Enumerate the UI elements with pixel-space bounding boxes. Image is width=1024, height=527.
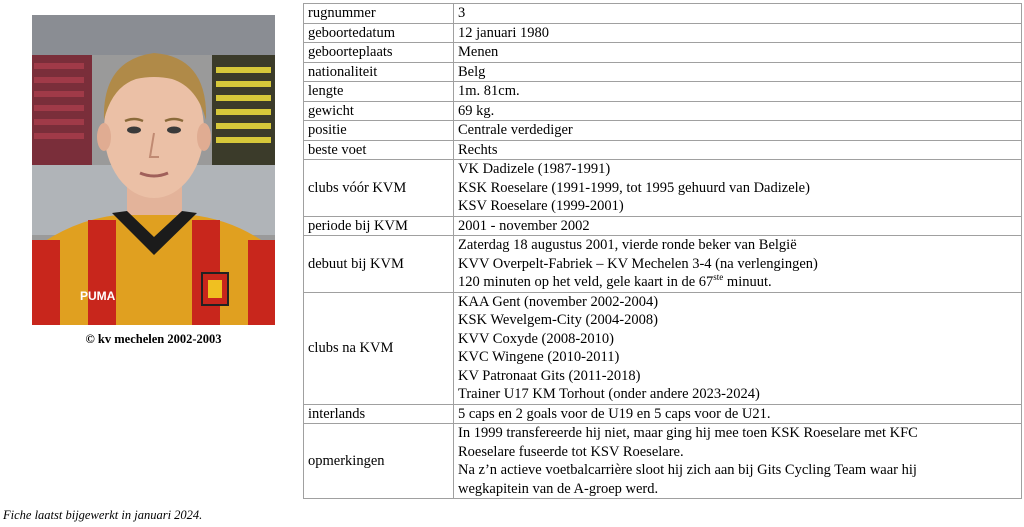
club-line: KAA Gent (november 2002-2004): [458, 293, 659, 310]
label-clubs-voor-kvm: clubs vóór KVM: [304, 160, 454, 217]
remark-line: Roeselare fuseerde tot KSV Roeselare.: [458, 443, 684, 460]
player-fiche-table: [303, 3, 1022, 499]
row-geboortedatum: [304, 23, 1022, 43]
debuut-text: 120 minuten op het veld, gele kaart in de 67: [458, 274, 714, 290]
shirt-brand-text: PUMA: [80, 289, 116, 303]
label-geboortedatum: geboortedatum: [304, 23, 454, 43]
label-rugnummer: rugnummer: [304, 4, 454, 24]
label-interlands: interlands: [304, 404, 454, 424]
remark-line: In 1999 transfereerde hij niet, maar ging hij mee toen KSK Roeselare met KFC: [458, 425, 918, 441]
label-positie: positie: [304, 121, 454, 141]
last-updated-note: Fiche laatst bijgewerkt in januari 2024.: [3, 508, 203, 522]
label-periode: periode bij KVM: [304, 216, 454, 236]
player-photo-illustration: [32, 15, 275, 325]
debuut-text-end: minuut.: [723, 274, 772, 290]
club-line: KSV Roeselare (1999-2001): [458, 198, 624, 214]
value-lengte: 1m. 81cm.: [454, 82, 1022, 102]
value-clubs-voor-kvm: [454, 160, 1022, 217]
debuut-superscript: ste: [713, 272, 724, 283]
label-nationaliteit: nationaliteit: [304, 62, 454, 82]
club-line: KVC Wingene (2010-2011): [458, 349, 620, 365]
row-geboorteplaats: [304, 43, 1022, 63]
debuut-line: [458, 273, 1017, 292]
value-debuut: [454, 236, 1022, 293]
value-geboorteplaats: Menen: [454, 43, 1022, 63]
club-line: KVV Coxyde (2008-2010): [458, 330, 614, 347]
photo-caption: © kv mechelen 2002-2003: [85, 332, 222, 346]
debuut-line: KVV Overpelt-Fabriek – KV Mechelen 3-4 (na verlengingen): [458, 255, 818, 272]
row-debuut: [304, 236, 1022, 293]
value-clubs-na-kvm: [454, 292, 1022, 404]
value-beste-voet: Rechts: [454, 140, 1022, 160]
row-clubs-voor-kvm: [304, 160, 1022, 217]
value-nationaliteit: Belg: [454, 62, 1022, 82]
label-opmerkingen: opmerkingen: [304, 424, 454, 499]
row-positie: [304, 121, 1022, 141]
label-lengte: lengte: [304, 82, 454, 102]
remark-line: wegkapitein van de A-groep werd.: [458, 480, 659, 497]
value-opmerkingen: [454, 424, 1022, 499]
row-interlands: [304, 404, 1022, 424]
club-line: KSK Wevelgem-City (2004-2008): [458, 312, 658, 328]
label-clubs-na-kvm: clubs na KVM: [304, 292, 454, 404]
label-beste-voet: beste voet: [304, 140, 454, 160]
label-geboorteplaats: geboorteplaats: [304, 43, 454, 63]
row-gewicht: [304, 101, 1022, 121]
row-rugnummer: [304, 4, 1022, 24]
value-rugnummer: 3: [454, 4, 1022, 24]
club-line: VK Dadizele (1987-1991): [458, 161, 611, 177]
remark-line: Na z’n actieve voetbalcarrière sloot hij zich aan bij Gits Cycling Team waar hij: [458, 462, 917, 478]
row-periode: [304, 216, 1022, 236]
value-periode: 2001 - november 2002: [454, 216, 1022, 236]
debuut-line: Zaterdag 18 augustus 2001, vierde ronde beker van België: [458, 237, 797, 253]
label-debuut: debuut bij KVM: [304, 236, 454, 293]
club-line: Trainer U17 KM Torhout (onder andere 2023-2024): [458, 386, 760, 402]
row-clubs-na-kvm: [304, 292, 1022, 404]
club-line: KV Patronaat Gits (2011-2018): [458, 367, 641, 384]
row-lengte: [304, 82, 1022, 102]
row-nationaliteit: [304, 62, 1022, 82]
row-opmerkingen: [304, 424, 1022, 499]
value-positie: Centrale verdediger: [454, 121, 1022, 141]
value-geboortedatum: 12 januari 1980: [454, 23, 1022, 43]
row-beste-voet: [304, 140, 1022, 160]
value-gewicht: 69 kg.: [454, 101, 1022, 121]
club-line: KSK Roeselare (1991-1999, tot 1995 gehuurd van Dadizele): [458, 179, 810, 196]
label-gewicht: gewicht: [304, 101, 454, 121]
player-photo: [32, 15, 275, 325]
value-interlands: 5 caps en 2 goals voor de U19 en 5 caps voor de U21.: [454, 404, 1022, 424]
